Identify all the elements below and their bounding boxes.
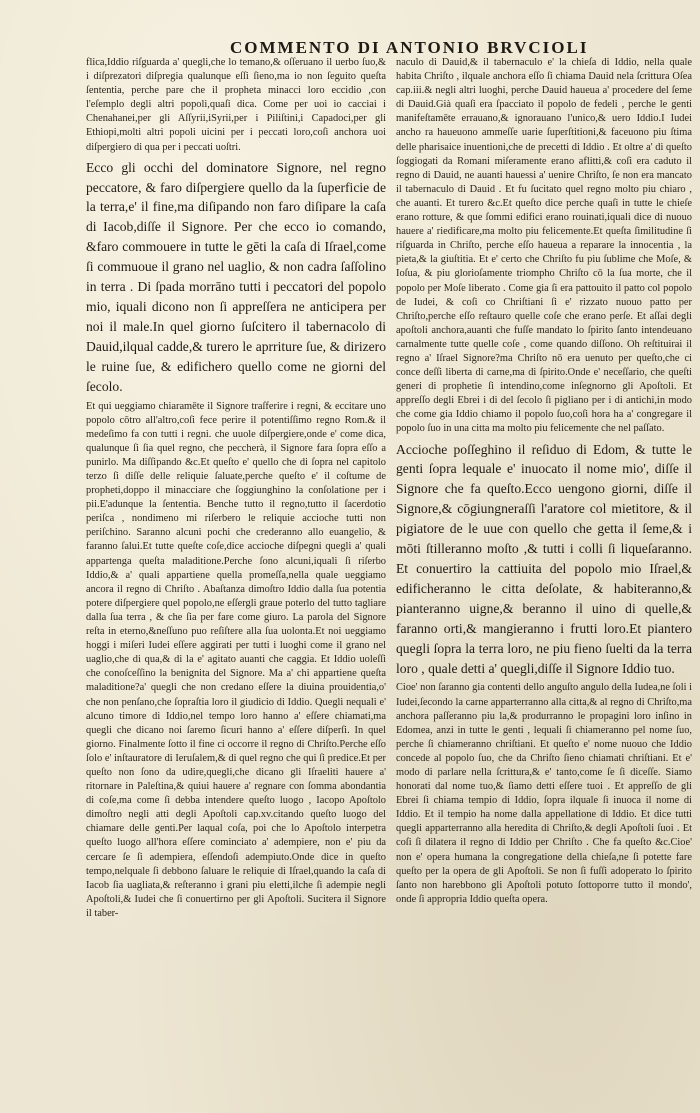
left-column <box>86 56 386 924</box>
left-paragraph-3: Et qui ueggiamo chiaramēte il Signore traſferire i regni, & eccitare uno popolo cōtro all'altro,coſi fece perire il potentiſſimo regno Rom.& il medeſimo fa con tutti i regni. che uuole diſpergiere,onde e' come dica, qualunque ſi ſia quel regno, che peccherà, il Signore fara ſopra eſſo a punirlo. Ma diſſipando &c.Et queſto e' quello che di ſopra nel capitolo terzo ſi diſſe delle reliquie ſaluate,perche queſto e' il coſtume de propheti,doppo il minacciare che ſoggiunghino la conſolatione per i pii.E'adunque la ſententia. Benche tutto il regno,tutto il ſacerdotio periſca , nondimeno mi riſerbero le reliquie accioche tutti non periſchino. Saranno alcuni pochi che crederanno allo euangelio, & faranno ſalui.Et tutte queſte coſe,dice accioche diſpegni quegli a' quali appartenga queſta maladitione.Perche ſono alcuni,iquali ſi riſerbo Iddio,& a' quali appartiene quella promeſſa,nella quale ueggiamo ancora il regno di Chriſto . Abaſtanza dimoſtro Iddio dalla ſua potentia potere diſpergiere quel popolo,ne eſſergli graue poterlo del tutto tagliare dalla ſua terra , & che ſia per fare come giuro. La parola del Signore reſta in eterno,&neſſuno puo reſiſtere alla ſua uolonta.Et noi ueggiamo hoggi i miſeri Iudei eſſere aggirati per tutti i luoghi come il grano nel uaglio,che di qua,& di la e' agitato auanti che caggia. Et Iddio uoleſſi che conoſceſſino la benignita del Signore. Ma a' chi appartiene queſta maladitione?a' quegli che non credano eſſere la diuina prouidentia,o' che non penſano,che ſopraſtia loro il giudicio di Iddio. Quegli nequali e' alcuno timore di Iddio,nel tempo loro hanno a' eſſere chiamati,ma quegli che dicano noi ſaremo ſicuri hanno a' eſſere diſperſi. In quel giorno. Finalmente ſotto il fine ci occorre il regno di Chriſto.Perche eſſo ſolo e' inſtauratore di Ieruſalem,& di quel regno che qui ſi predice.Et per queſto non ſono da udire,quegli,che dicano gli Iſraeliti hauere a' ritornare in Paleſtina,& quiui hauere a' regnare con ſomma abondantia di coſe,ma come ſi debba intendere queſto luogo , Iacopo Apoſtolo dimoſtro negli atti degli Apoſtoli cap.xv.citando queſto luogo del chiamare delle genti.Per laqual coſa, poi che lo Apoſtolo interpetra queſto luogo all'hora eſſere cominciato a' adempiere, non e' piu da cercare ſe ſi adempiera, eſſendoſi adempiuto.Onde dice in queſto tempo,nelquale ſi debbono ſaluare le reliquie di Iſrael,quando la caſa di Iacob ſia uagliata,& reſteranno i grani piu eletti,ilche ſi adempie negli Apoſtoli,& Iudei che ſi conuertirno per gli Apoſtoli. Sucitera il Signore il taber- <box>86 400 386 919</box>
left-paragraph-2: Ecco gli occhi del dominatore Signore, nel regno peccatore, & faro diſpergiere quello da la ſuperficie de la terra,e' il fine,ma diſipando non faro diſipare la caſa di Iacob,diſſe il Signore. Per che ecco io comando, &faro commouere in tutte le gēti la caſa di Iſrael,come ſi commuoue il grano nel uaglio, & non cadra ſaſſolino in terra . Di ſpada morrāno tutti i peccatori del popolo mio, iquali dicono non ſi appreſſera ne anticipera per noi il male.In quel giorno ſuſcitero il tabernacolo di Dauid,ilqual cadde,& turero le aprriture ſue, & dirizero le ruine ſue, & edifichero quello come ne giorni del ſecolo. <box>86 159 386 394</box>
left-paragraph-1: flica,Iddio riſguarda a' quegli,che lo temano,& oſſeruano il uerbo ſuo,& i diſprezatori diſpregia qualunque eſſi ſieno,ma io non ſeguito queſta ſententia, perche pare che il propheta minacci loro eccidio ,con l'eſemplo degli altri popoli,quaſi dica. Come per uoi io cacciai i Chenahanei,per gli Aſſyrii,iSyrii,per i Piliſtini,i Capadoci,per gli Ethiopi,molti altri popoli uicini per i peccati loro,coſi anchora uoi diſpergiero di qua per i peccati uoſtri. <box>86 57 386 153</box>
running-title: COMMENTO DI ANTONIO BRVCIOLI <box>230 38 589 57</box>
right-paragraph-2: Accioche poſſeghino il reſiduo di Edom, & tutte le genti ſopra lequale e' inuocato il nome mio', diſſe il Signore che fa queſto.Ecco uengono giorni, diſſe il Signore,& cōgiungneraſſi l'aratore col mietitore, & il pigiatore de le uue con quello che getta il ſeme,& i mōti ſtilleranno moſto ,& tutti i colli ſi liqueſaranno. Et conuertiro la cattiuita del popolo mio Iſrael,& edificheranno le citta deſolate, & habiteranno,& pianteranno uigne,& beranno il uino di quelle,& faranno orti,& mangieranno i frutti loro.Et piantero quegli ſopra la terra loro, ne piu fieno ſuelti da la terra loro , quale detti a' quegli,diſſe il Signore Iddio tuo. <box>396 441 692 676</box>
right-column <box>396 56 692 910</box>
right-paragraph-1: naculo di Dauid,& il tabernaculo e' la chieſa di Iddio, nella quale habita Chriſto , ilquale anchora eſſo ſi chiama Dauid nela ſcrittura Oſea cap.iii.& negli altri luoghi, perche Dauid haueua a' procedere del ſeme di Dauid.Già quaſi era ſpacciato il popolo de fedeli , perche le genti manifeſtamēte errauano,& ignorauano l'unico,& uero Iddio.I Iudei ancho ra haueuono ammeſſe uarie ſuperſtitioni,& faceuono piu ſtima delle pharisaice inuentioni,che de precetti di Iddio . Et oltre a' di queſto ſoggiogati da Romani miſeramente erano aflitti,& coſi era caduto il regno di Dauid, ne auanti hauessi a' uenire Chriſto, ſe non era mancato il tabernaculo di Dauid . Et fu ſucitato quel regno molto piu chiaro , che auanti. Et turero &c.Et queſto dice perche quaſi in tutte le chieſe erano rotture, & que ſommi edifici erano rouinati,iquali dice di nuouo hauere a' riedificare,ma molto piu felicemente.Et queſta ſimilitudine ſi riſguarda in Chriſto, perche eſſo haueua a reparare la innocentia , la pieta,& la giuſtitia. Et e' certo che Chriſto fu piu ſublime che Moſe, & Ioſua, & piu glorioſamente triompho Chriſto cō la ſua morte, che il popolo per Moſe liberato . Come gia ſi era pattouito il patto col popolo de Iudei, & coſi co Chriſtiani ſi e' rizzato nuouo patto per Chriſto,perche eſſo reſtauro quelle coſe che erano perſe. Et aſſai degli apoſtoli anchora,auanti che fuſſe mandato lo ſpirito ſanto intendeuano carnalmente tutte quelle coſe , come quando diſſono. Oh reſtituirai il regno a' Iſrael Signore?ma Chriſto nō era uenuto per queſto,che ci conce deſſi liberta di carne,ma di ſpirito.Onde e' neceſſario, che queſti generi di prophetie ſi intendino,come inſegnorno gli Apoſtoli. Et appreſſo degli Ebrei i di del ſecolo ſi pigliano per i di antichi,in modo che come gia Iddio chiamo il popolo ſuo,coſi hora ha a' congregare il popolo ſuo in una citta ma molto piu felicemente che nel paſſato. <box>396 57 692 435</box>
right-paragraph-3: Cioe' non ſaranno gia contenti dello anguſto angulo della Iudea,ne ſoli i Iudei,ſecondo la carne apparterranno alla citta,& al regno di Chriſto,ma anchora paſſeranno piu la,& produrranno le propagini loro inſino in Edomea, anzi in tutte le genti , lequali ſi chiameranno pel nome ſuo, perche ſi chiameranno chriſtiani. Et queſto e' nome nuouo che Iddio concede al popolo ſuo, che da Chriſto ſieno chiamati chriſtiani. Et e' modo di parlare nella ſcrittura,& e' tanto,come ſe ſi diceſſe. Siamo honorati dal nome tuo,& ſiamo detti eſſere tuoi . Et appreſſo de gli Ebrei ſi chiama tempio di Iddio, ſopra ilquale ſi inuoca il nome di Iddio. Et il tempio ha nome dalla appellatione di Iddio. Et dice tutti quegli apparterranno alla heredita di Chriſto,& degli Apoſtoli ſuoi . Et coſi ſi dilatera il regno di Iddio per Chriſto . Che fa queſto &c.Cioe' non e' opera humana la congregatione della chieſa,ne ſi potette fare queſto per la opera de gli Apoſtoli. Se non ſi fuſſi adoperato lo ſpirito ſanto non harebbono gli Apoſtoli potuto ſottoporre tutto il mondo', onde ſi appropria Iddio queſta opera. <box>396 682 692 905</box>
